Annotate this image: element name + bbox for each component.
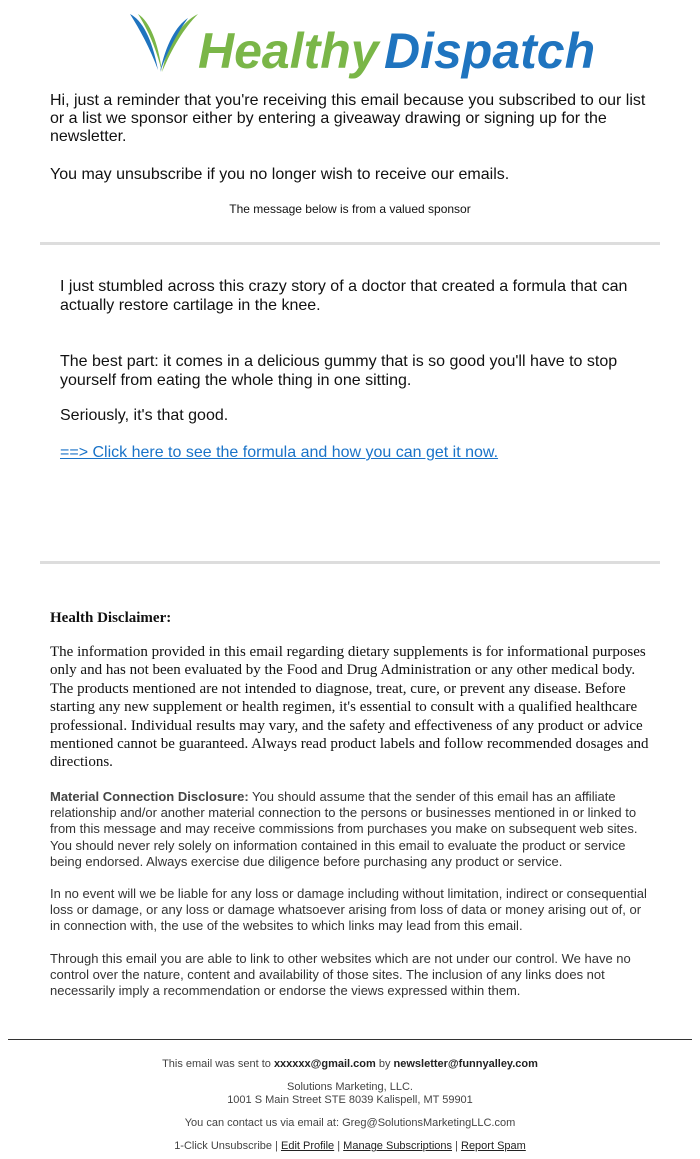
contact-line: You can contact us via email at: Greg@SolutionsMarketingLLC.com bbox=[184, 1117, 516, 1129]
sponsor-note: The message below is from a valued sponsor bbox=[229, 202, 471, 216]
sponsored-message bbox=[60, 277, 650, 462]
brand-logo bbox=[0, 8, 700, 86]
recipient-email: xxxxxx@gmail.com bbox=[273, 1058, 376, 1070]
footer-links: 1-Click Unsubscribe | Edit Profile | Manage Subscriptions | Report Spam bbox=[174, 1140, 526, 1152]
email-footer bbox=[0, 1058, 700, 1153]
one-click-unsubscribe[interactable]: 1-Click Unsubscribe bbox=[174, 1140, 272, 1152]
report-spam-link[interactable]: Report Spam bbox=[461, 1140, 526, 1152]
external-links-text: Through this email you are able to link to other websites which are not under our control. We have no control over the nature, content and availability of those sites. The inclusion of any links does not necessarily imply a recommendation or endorse the views expressed within them. bbox=[50, 950, 631, 999]
disclaimer-body: The information provided in this email regarding dietary supplements is for informational purposes only and has not been evaluated by the Food and Drug Administration or any other medical body. The products mentioned are not intended to diagnose, treat, cure, or prevent any disease. Before starting any new supplement or health regimen, it's essential to consult with a qualified healthcare professional. Individual results may vary, and the safety and effectiveness of any product or advice mentioned cannot be guaranteed. Always read product labels and follow recommended dosages and directions. bbox=[50, 644, 649, 771]
edit-profile-link[interactable]: Edit Profile bbox=[280, 1140, 335, 1152]
sent-to-line: This email was sent to xxxxxx@gmail.com by newsletter@funnyalley.com bbox=[162, 1058, 538, 1070]
leaf-mark-icon bbox=[130, 14, 198, 72]
ad-paragraph-1: I just stumbled across this crazy story of a doctor that created a formula that can actually restore cartilage in the knee. bbox=[60, 278, 628, 314]
ad-paragraph-2: The best part: it comes in a delicious gummy that is so good you'll have to stop yourself from eating the whole thing in one sitting. bbox=[60, 353, 618, 389]
logo-word-dispatch: Dispatch bbox=[384, 23, 596, 79]
divider-top bbox=[40, 242, 660, 245]
unsubscribe-note: You may unsubscribe if you no longer wish to receive our emails. bbox=[50, 166, 510, 183]
divider-bottom bbox=[40, 561, 660, 564]
footer-divider bbox=[8, 1039, 692, 1040]
company-address: 1001 S Main Street STE 8039 Kalispell, MT 59901 bbox=[227, 1094, 473, 1106]
intro-section bbox=[50, 92, 660, 184]
material-label: Material Connection Disclosure: bbox=[50, 789, 249, 804]
sender-email: newsletter@funnyalley.com bbox=[393, 1058, 538, 1070]
health-disclaimer bbox=[50, 610, 650, 772]
material-disclosure bbox=[50, 789, 650, 870]
material-text: You should assume that the sender of this email has an affiliate relationship and/or another material connection to the persons or businesses mentioned in or linked to from this message and may receive commissions from purchases you make on subsequent web sites. You should never rely solely on information contained in this email to evaluate the product or service being endorsed. Always exercise due diligence before purchasing any product or service. bbox=[50, 789, 638, 869]
company-name: Solutions Marketing, LLC. bbox=[287, 1081, 413, 1093]
liability-text: In no event will we be liable for any loss or damage including without limitation, indirect or consequential loss or damage, or any loss or damage whatsoever arising from loss of data or money arising out of, or in connection with, the use of the websites to which links may lead from this email. bbox=[50, 886, 647, 934]
cta-link[interactable]: ==> Click here to see the formula and how you can get it now. bbox=[60, 444, 499, 461]
intro-paragraph: Hi, just a reminder that you're receiving this email because you subscribed to our list or a list we sponsor either by entering a giveaway drawing or signing up for the newsletter. bbox=[50, 92, 646, 145]
logo-word-healthy: Healthy bbox=[198, 23, 379, 79]
legal-section bbox=[50, 789, 650, 1015]
manage-subscriptions-link[interactable]: Manage Subscriptions bbox=[343, 1140, 453, 1152]
ad-paragraph-3: Seriously, it's that good. bbox=[60, 407, 229, 424]
disclaimer-heading: Health Disclaimer: bbox=[50, 610, 172, 626]
